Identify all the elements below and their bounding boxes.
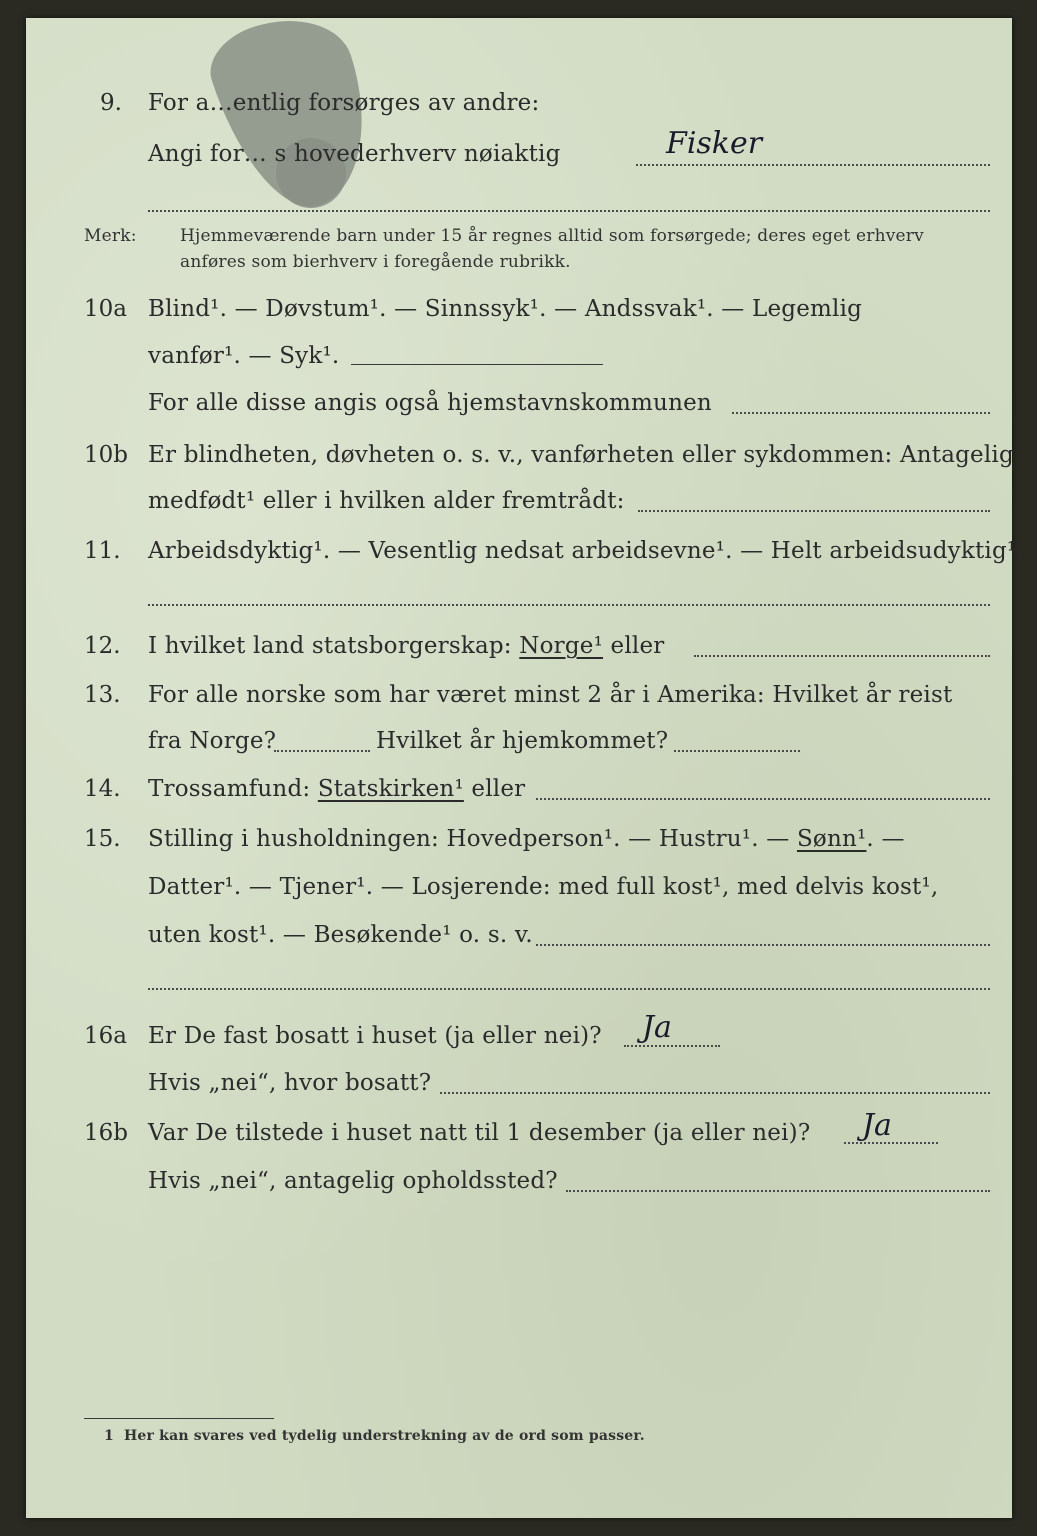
- question-number: 16b: [84, 1120, 128, 1146]
- answer-line: [351, 364, 603, 365]
- handwritten-answer: Ja: [642, 1010, 672, 1045]
- question-text: fra Norge?: [148, 728, 277, 754]
- question-text-suffix: eller: [471, 776, 526, 802]
- question-text: uten kost¹. — Besøkende¹ o. s. v.: [148, 922, 533, 948]
- answer-line: [148, 604, 990, 606]
- question-text-suffix: . —: [866, 826, 905, 852]
- option-statskirken: Statskirken¹: [317, 776, 464, 802]
- question-text: For a…entlig forsørges av andre:: [148, 90, 540, 116]
- question-number: 16a: [84, 1023, 127, 1049]
- option-norge: Norge¹: [519, 633, 604, 659]
- note-label: Merk:: [84, 226, 137, 246]
- question-number: 10b: [84, 442, 128, 468]
- option-sonn: Sønn¹: [796, 826, 867, 852]
- question-number: 9.: [100, 90, 122, 116]
- question-text: For alle disse angis også hjemstavnskommunen: [148, 390, 712, 416]
- handwritten-answer: Fisker: [666, 126, 763, 161]
- question-number: 11.: [84, 538, 121, 564]
- question-text: [148, 633, 664, 659]
- answer-line: [536, 798, 990, 800]
- question-text: [148, 826, 905, 852]
- answer-line: [440, 1092, 990, 1094]
- question-text: Hvilket år hjemkommet?: [376, 728, 669, 754]
- answer-line: [674, 750, 800, 752]
- question-text-prefix: I hvilket land statsborgerskap:: [148, 633, 512, 659]
- footnote-text: Her kan svares ved tydelig understrekning av de ord som passer.: [124, 1428, 645, 1444]
- question-text: Datter¹. — Tjener¹. — Losjerende: med full kost¹, med delvis kost¹,: [148, 874, 939, 900]
- question-text-prefix: Trossamfund:: [148, 776, 311, 802]
- question-number: 12.: [84, 633, 121, 659]
- answer-line: [566, 1190, 990, 1192]
- question-number: 13.: [84, 682, 121, 708]
- question-text-prefix: Stilling i husholdningen: Hovedperson¹. — Hustru¹. —: [148, 826, 790, 852]
- answer-line: [624, 1045, 720, 1047]
- answer-line: [536, 944, 990, 946]
- note-text: Hjemmeværende barn under 15 år regnes alltid som forsørgede; deres eget erhverv: [180, 226, 924, 246]
- question-number: 15.: [84, 826, 121, 852]
- question-text-suffix: eller: [610, 633, 665, 659]
- footnote-rule: [84, 1418, 274, 1419]
- question-text: Er De fast bosatt i huset (ja eller nei)?: [148, 1023, 602, 1049]
- answer-line: [694, 655, 990, 657]
- question-text: vanfør¹. — Syk¹.: [148, 343, 340, 369]
- question-text: Hvis „nei“, antagelig opholdssted?: [148, 1168, 558, 1194]
- answer-line: [636, 164, 990, 166]
- question-text: Arbeidsdyktig¹. — Vesentlig nedsat arbeidsevne¹. — Helt arbeidsudyktig¹.: [148, 538, 1024, 564]
- question-text: medfødt¹ eller i hvilken alder fremtrådt:: [148, 488, 625, 514]
- answer-line: [638, 510, 990, 512]
- question-text: For alle norske som har været minst 2 år i Amerika: Hvilket år reist: [148, 682, 953, 708]
- handwritten-answer: Ja: [862, 1108, 892, 1143]
- question-text: Blind¹. — Døvstum¹. — Sinnssyk¹. — Andssvak¹. — Legemlig: [148, 296, 863, 322]
- question-text: Er blindheten, døvheten o. s. v., vanførheten eller sykdommen: Antagelig: [148, 442, 1014, 468]
- answer-line: [732, 412, 990, 414]
- question-number: 10a: [84, 296, 127, 322]
- answer-line: [274, 750, 370, 752]
- question-text: [148, 776, 525, 802]
- question-text: Angi for… s hovederhverv nøiaktig: [148, 141, 561, 167]
- footnote-mark: 1: [104, 1428, 114, 1444]
- census-form-page: [26, 18, 1024, 1518]
- note-text: anføres som bierhverv i foregående rubrikk.: [180, 252, 571, 272]
- answer-line: [148, 988, 990, 990]
- question-text: Var De tilstede i huset natt til 1 desember (ja eller nei)?: [148, 1120, 811, 1146]
- question-text: Hvis „nei“, hvor bosatt?: [148, 1070, 432, 1096]
- question-number: 14.: [84, 776, 121, 802]
- answer-line: [148, 210, 990, 212]
